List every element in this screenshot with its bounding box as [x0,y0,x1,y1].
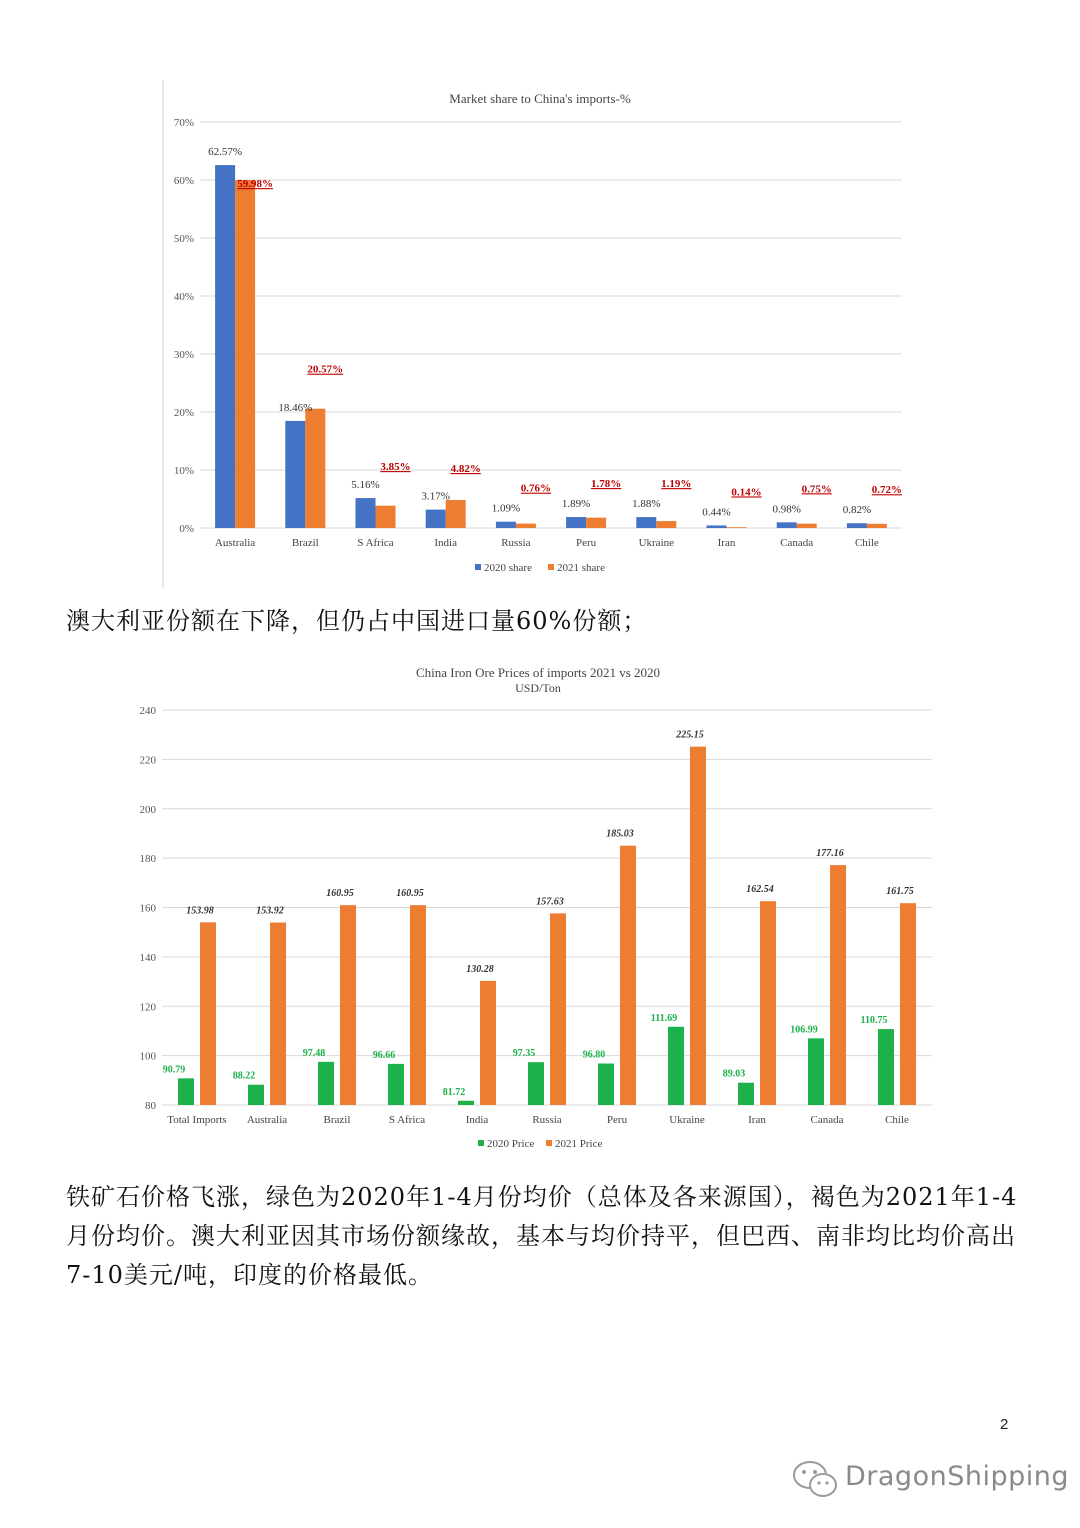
x-tick-label: S Africa [357,537,394,549]
bar-2021 [340,905,356,1105]
bar-2021 [586,518,606,528]
legend-label-2020: 2020 Price [487,1138,535,1150]
x-tick-label: Ukraine [669,1114,705,1126]
bar-2020 [388,1064,404,1105]
data-label-2020: 1.89% [561,498,591,511]
data-label-2020: 96.80 [582,1049,606,1061]
bar-2021 [867,524,887,528]
data-label-2021: 4.82% [450,463,481,476]
data-label-2021: 160.95 [396,888,424,900]
y-tick-label: 240 [139,705,156,717]
data-label-2021: 1.78% [590,478,622,491]
chart-title: China Iron Ore Prices of imports 2021 vs 2020 [415,665,661,680]
data-label-2021: 153.98 [186,905,214,917]
watermark [790,1456,1069,1506]
bar-2020 [668,1027,684,1105]
data-label-2020: 5.16% [351,479,380,492]
data-label-2020: 0.98% [772,503,801,516]
bar-2021 [900,903,916,1105]
data-label-2020: 96.66 [372,1049,396,1061]
bar-2021 [550,913,566,1105]
data-label-2021: 0.76% [520,482,552,495]
paragraph-prices: 铁矿石价格飞涨，绿色为2020年1-4月份均价（总体及各来源国），褐色为2021年1-4月份均价。澳大利亚因其市场份额缘故，基本与均价持平，但巴西、南非均比均价高出7-10美元/吨，印度的价格最低。 [66,1183,1018,1289]
y-tick-label: 0% [179,523,194,535]
data-label-2021: 157.63 [536,896,564,908]
legend-swatch-2021 [546,1140,552,1146]
data-label-2021: 185.03 [606,828,634,840]
bar-2020 [707,525,727,528]
bar-2020 [178,1078,194,1105]
x-tick-label: S Africa [388,1114,426,1126]
y-tick-label: 20% [173,407,194,419]
x-tick-label: Chile [885,1114,909,1126]
bar-2020 [248,1085,264,1105]
bar-2020 [777,522,797,528]
x-tick-label: Peru [606,1114,628,1126]
y-tick-label: 70% [173,117,194,129]
x-tick-label: India [434,537,458,549]
market-share-chart [150,80,920,590]
bar-2020 [878,1029,894,1105]
legend-swatch-2020 [475,564,481,570]
bar-2021 [376,506,396,528]
y-tick-label: 180 [139,853,156,866]
data-label-2020: 110.75 [860,1015,888,1027]
data-label-2020: 81.72 [442,1086,466,1098]
x-tick-label: Peru [576,537,597,549]
bar-2021 [760,901,776,1105]
x-tick-label: Russia [532,1114,562,1126]
y-tick-label: 10% [173,465,194,477]
x-tick-label: India [465,1114,489,1126]
data-label-2020: 97.35 [512,1048,536,1060]
data-label-2021: 59.98% [237,178,273,191]
bar-2021 [480,981,496,1105]
data-label-2021: 20.57% [307,363,344,376]
y-tick-label: 100 [139,1050,156,1063]
bar-2020 [356,498,376,528]
bar-2020 [598,1064,614,1105]
bar-2020 [318,1062,334,1105]
chart-title: Market share to China's imports-% [449,91,631,106]
bar-2021 [305,409,325,528]
bar-2021 [516,524,536,528]
bar-2021 [235,180,255,528]
bar-2021 [656,521,676,528]
bar-2020 [738,1083,754,1105]
x-tick-label: Ukraine [638,537,675,549]
y-tick-label: 120 [139,1001,156,1014]
bar-2020 [528,1062,544,1105]
data-label-2021: 225.15 [676,729,704,741]
bar-2021 [830,865,846,1105]
data-label-2020: 0.44% [702,506,731,519]
bar-2020 [285,421,305,528]
x-tick-label: Canada [780,537,814,549]
y-tick-label: 160 [139,902,156,915]
bar-2020 [636,517,656,528]
legend-label-2020: 2020 share [484,562,532,574]
data-label-2021: 161.75 [886,886,914,898]
data-label-2020: 1.09% [491,502,521,515]
bar-2021 [410,905,426,1105]
bar-2020 [458,1101,474,1105]
y-tick-label: 220 [139,754,156,767]
y-tick-label: 50% [173,233,194,245]
legend-label-2021: 2021 share [557,562,605,574]
data-label-2021: 3.85% [380,461,411,474]
x-tick-label: Russia [501,537,531,549]
data-label-2021: 153.92 [256,905,284,917]
data-label-2021: 160.95 [326,888,354,900]
data-label-2020: 62.57% [208,146,243,159]
data-label-2021: 162.54 [746,884,774,896]
paragraph-market-share: 澳大利亚份额在下降，但仍占中国进口量60%份额； [66,607,648,635]
chart-legend [478,1138,602,1150]
data-label-2021: 0.14% [731,486,762,499]
y-tick-label: 80 [145,1100,156,1112]
x-tick-label: Iran [717,537,736,549]
data-label-2020: 111.69 [650,1012,678,1024]
bar-2021 [797,524,817,528]
bar-2020 [847,523,867,528]
x-tick-label: Chile [854,537,879,549]
data-label-2021: 0.75% [801,483,832,496]
data-label-2020: 3.17% [421,490,450,503]
bar-2021 [200,922,216,1105]
bar-2020 [215,165,235,528]
data-label-2020: 97.48 [302,1047,326,1059]
x-tick-label: Canada [810,1114,844,1126]
legend-swatch-2020 [478,1140,484,1146]
data-label-2020: 89.03 [722,1068,746,1080]
data-label-2021: 1.19% [661,478,692,491]
bar-2021 [620,846,636,1105]
legend-swatch-2021 [548,564,554,570]
bar-2020 [426,510,446,528]
x-tick-label: Iran [748,1114,766,1126]
data-label-2020: 106.99 [790,1024,818,1036]
watermark-text: DragonShipping [845,1461,1069,1492]
bar-2021 [270,923,286,1105]
price-chart [120,655,950,1160]
page-number: 2 [1000,1416,1009,1433]
bar-2020 [808,1038,824,1105]
bar-2020 [496,522,516,528]
x-tick-label: Brazil [323,1114,351,1126]
x-tick-label: Australia [246,1114,288,1126]
chart-legend [475,562,605,574]
data-label-2020: 18.46% [278,401,313,414]
chart-subtitle: USD/Ton [515,681,561,695]
data-label-2020: 88.22 [232,1070,256,1082]
y-tick-label: 60% [173,175,194,187]
y-tick-label: 40% [173,291,194,303]
bar-2021 [446,500,466,528]
bar-2021 [690,747,706,1105]
y-tick-label: 200 [139,803,156,816]
data-label-2021: 130.28 [466,963,494,975]
wechat-icon [790,1456,840,1502]
bar-2021 [727,527,747,528]
x-tick-label: Total Imports [167,1114,227,1126]
y-tick-label: 140 [139,951,156,964]
market-share-chart-svg [150,80,920,590]
y-tick-label: 30% [173,349,194,361]
data-label-2021: 177.16 [816,848,844,860]
data-label-2020: 0.82% [842,504,872,517]
x-tick-label: Brazil [291,537,319,549]
data-label-2021: 0.72% [871,484,903,497]
bar-2020 [566,517,586,528]
data-label-2020: 1.88% [632,498,661,511]
x-tick-label: Australia [214,537,256,549]
data-label-2020: 90.79 [162,1064,186,1076]
price-chart-svg [120,655,950,1160]
legend-label-2021: 2021 Price [555,1138,603,1150]
